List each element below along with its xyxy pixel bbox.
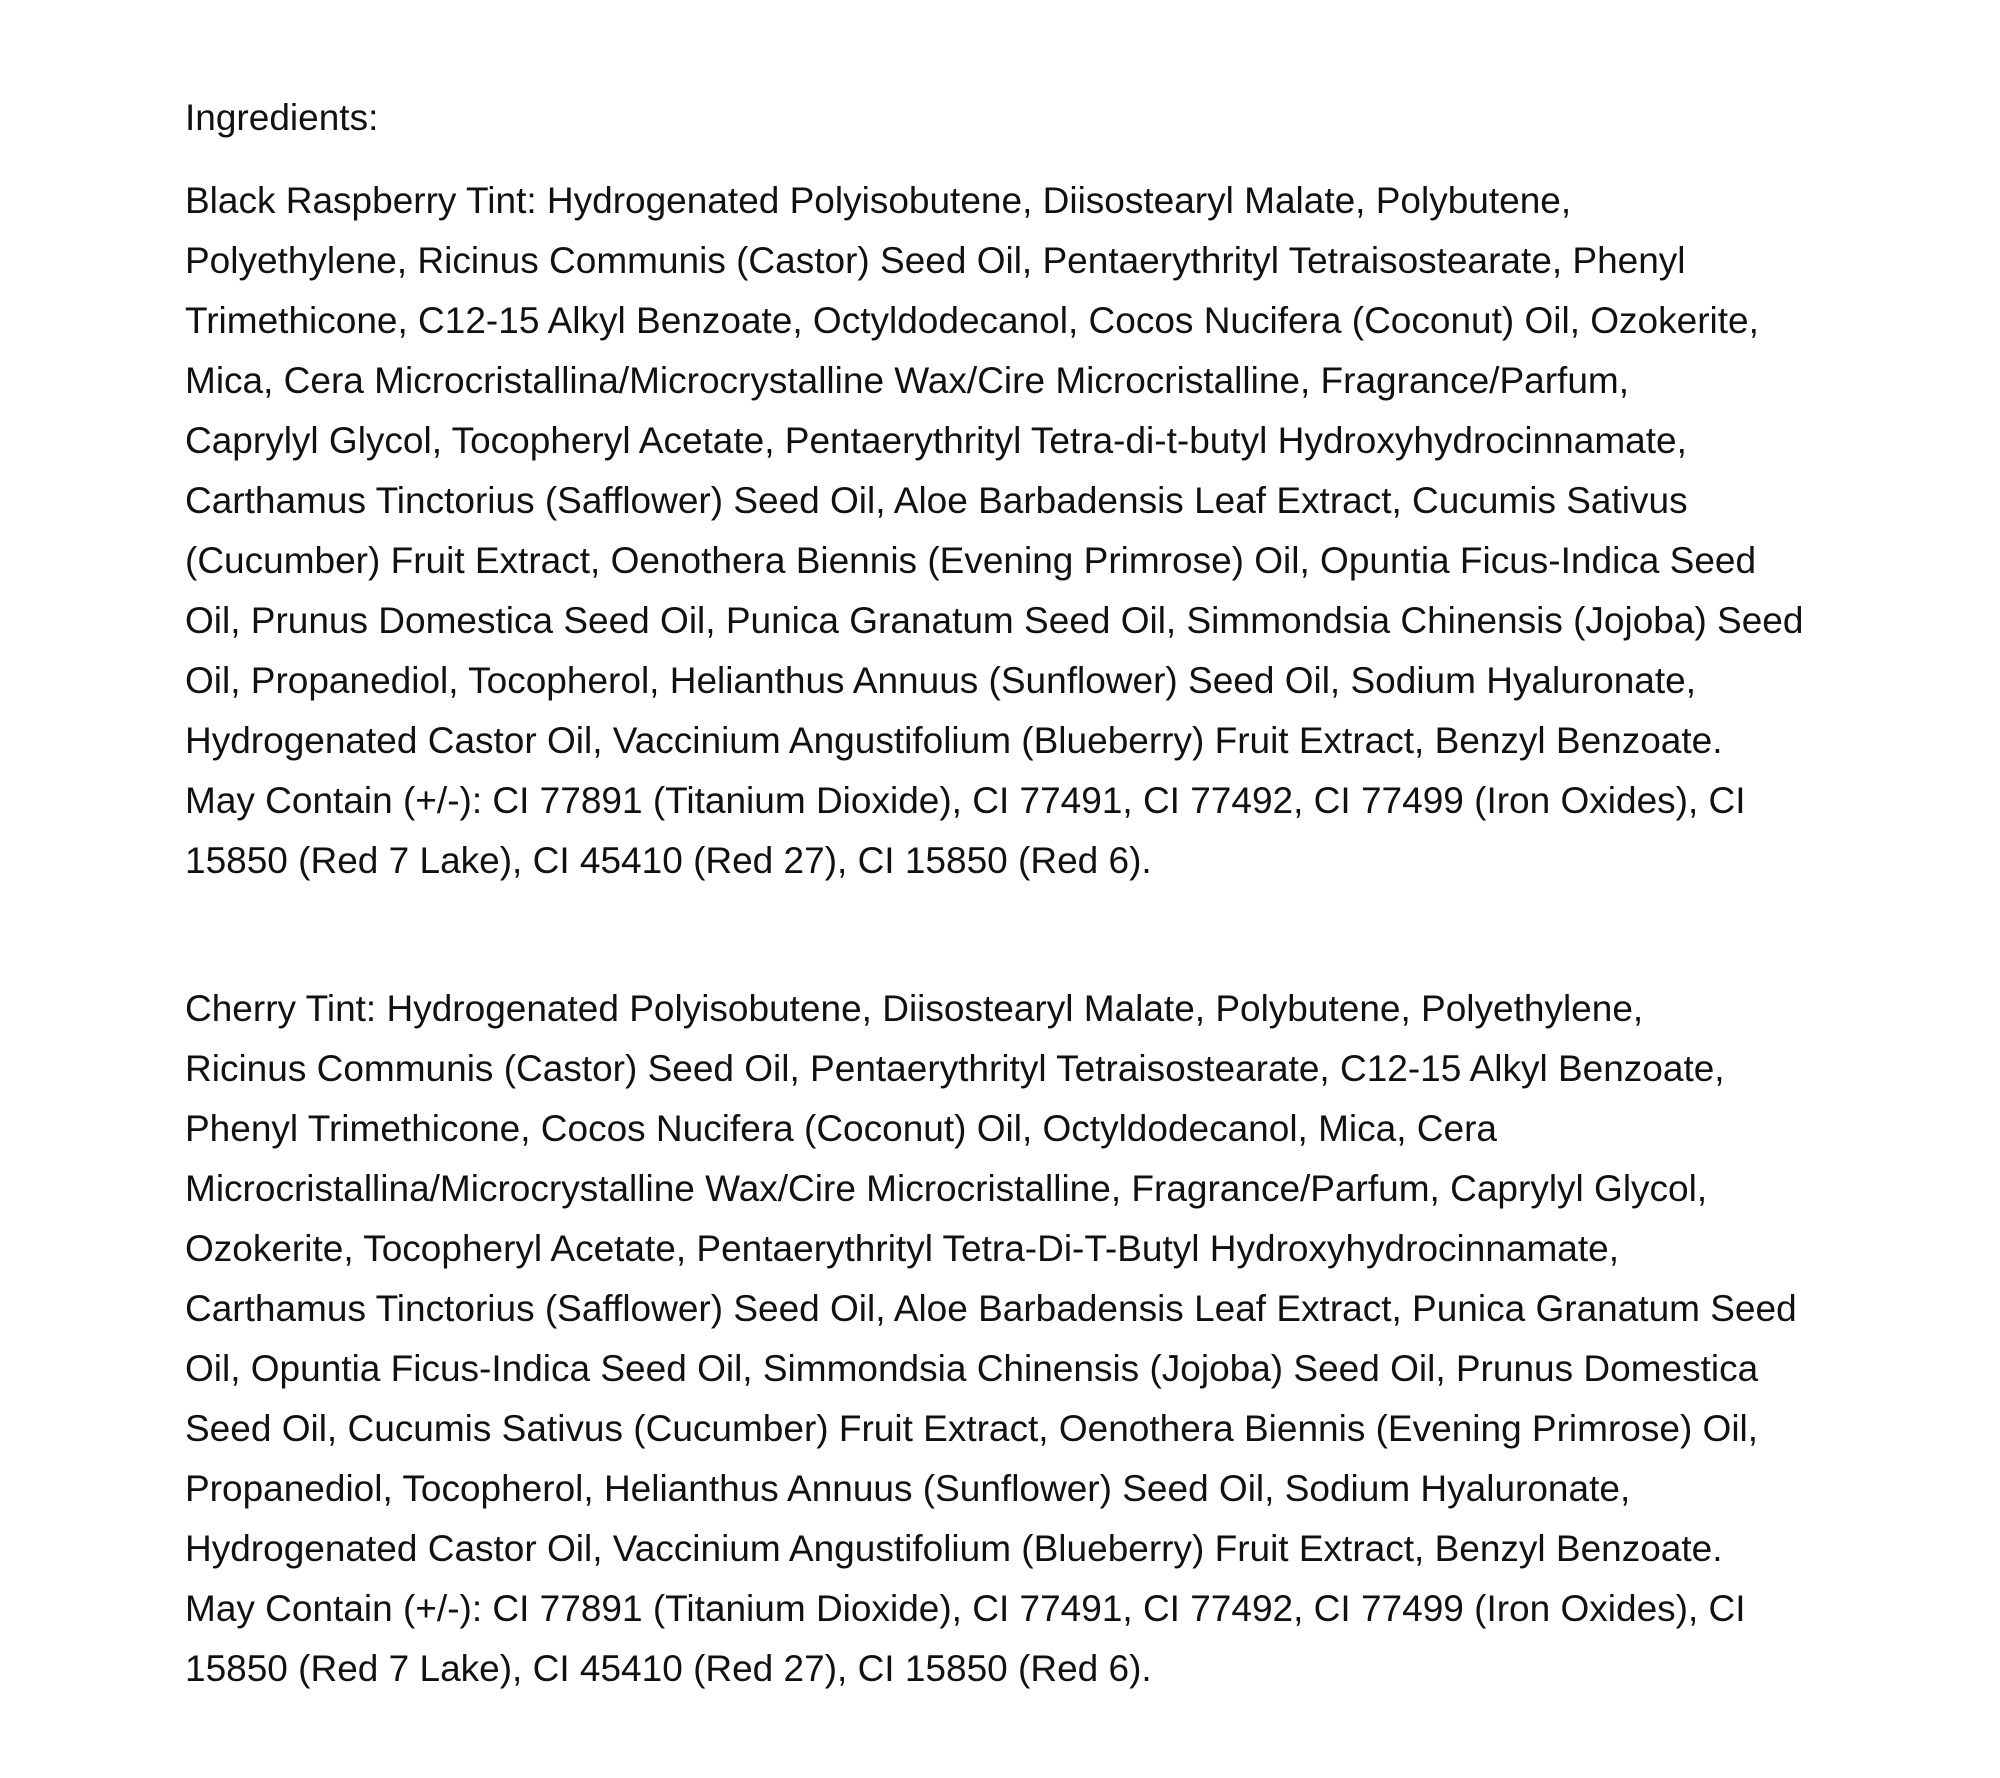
ingredient-line: 15850 (Red 7 Lake), CI 45410 (Red 27), CI 15850 (Red 6). xyxy=(185,1648,1152,1689)
ingredient-line: Oil, Opuntia Ficus-Indica Seed Oil, Simmondsia Chinensis (Jojoba) Seed Oil, Prunus Domestica xyxy=(185,1348,1759,1389)
cherry-tint-section xyxy=(185,979,1845,1699)
ingredient-line: Phenyl Trimethicone, Cocos Nucifera (Coconut) Oil, Octyldodecanol, Mica, Cera xyxy=(185,1108,1497,1149)
ingredient-line: Carthamus Tinctorius (Safflower) Seed Oil, Aloe Barbadensis Leaf Extract, Cucumis Sativus xyxy=(185,480,1688,521)
ingredient-line: Ozokerite, Tocopheryl Acetate, Pentaerythrityl Tetra-Di-T-Butyl Hydroxyhydrocinnamate, xyxy=(185,1228,1620,1269)
ingredient-line: Caprylyl Glycol, Tocopheryl Acetate, Pentaerythrityl Tetra-di-t-butyl Hydroxyhydrocinnamate, xyxy=(185,420,1687,461)
ingredient-line: Black Raspberry Tint: Hydrogenated Polyisobutene, Diisostearyl Malate, Polybutene, xyxy=(185,180,1572,221)
black-raspberry-tint-section xyxy=(185,171,1845,891)
ingredient-line: Hydrogenated Castor Oil, Vaccinium Angustifolium (Blueberry) Fruit Extract, Benzyl Benzoate. xyxy=(185,1528,1723,1569)
ingredients-document xyxy=(185,88,1845,1699)
ingredient-line: Trimethicone, C12-15 Alkyl Benzoate, Octyldodecanol, Cocos Nucifera (Coconut) Oil, Ozokerite, xyxy=(185,300,1759,341)
ingredient-line: 15850 (Red 7 Lake), CI 45410 (Red 27), CI 15850 (Red 6). xyxy=(185,840,1152,881)
ingredient-line: May Contain (+/-): CI 77891 (Titanium Dioxide), CI 77491, CI 77492, CI 77499 (Iron Oxides), CI xyxy=(185,780,1746,821)
ingredient-line: Oil, Propanediol, Tocopherol, Helianthus Annuus (Sunflower) Seed Oil, Sodium Hyaluronate, xyxy=(185,660,1697,701)
ingredient-line: Microcristallina/Microcrystalline Wax/Cire Microcristalline, Fragrance/Parfum, Caprylyl Glycol, xyxy=(185,1168,1708,1209)
ingredient-line: May Contain (+/-): CI 77891 (Titanium Dioxide), CI 77491, CI 77492, CI 77499 (Iron Oxides), CI xyxy=(185,1588,1746,1629)
ingredient-line: Hydrogenated Castor Oil, Vaccinium Angustifolium (Blueberry) Fruit Extract, Benzyl Benzoate. xyxy=(185,720,1723,761)
ingredient-line: Ricinus Communis (Castor) Seed Oil, Pentaerythrityl Tetraisostearate, C12-15 Alkyl Benzoate, xyxy=(185,1048,1725,1089)
ingredient-line: Seed Oil, Cucumis Sativus (Cucumber) Fruit Extract, Oenothera Biennis (Evening Primrose) Oil, xyxy=(185,1408,1759,1449)
ingredients-heading: Ingredients: xyxy=(185,97,379,138)
ingredient-line: Mica, Cera Microcristallina/Microcrystalline Wax/Cire Microcristalline, Fragrance/Parfum, xyxy=(185,360,1629,401)
ingredient-line: Polyethylene, Ricinus Communis (Castor) Seed Oil, Pentaerythrityl Tetraisostearate, Phenyl xyxy=(185,240,1686,281)
ingredient-line: Carthamus Tinctorius (Safflower) Seed Oil, Aloe Barbadensis Leaf Extract, Punica Granatum Seed xyxy=(185,1288,1797,1329)
ingredient-line: Cherry Tint: Hydrogenated Polyisobutene, Diisostearyl Malate, Polybutene, Polyethylene, xyxy=(185,988,1644,1029)
ingredient-line: (Cucumber) Fruit Extract, Oenothera Biennis (Evening Primrose) Oil, Opuntia Ficus-Indica Seed xyxy=(185,540,1757,581)
ingredient-line: Propanediol, Tocopherol, Helianthus Annuus (Sunflower) Seed Oil, Sodium Hyaluronate, xyxy=(185,1468,1631,1509)
ingredient-line: Oil, Prunus Domestica Seed Oil, Punica Granatum Seed Oil, Simmondsia Chinensis (Jojoba) Seed xyxy=(185,600,1804,641)
